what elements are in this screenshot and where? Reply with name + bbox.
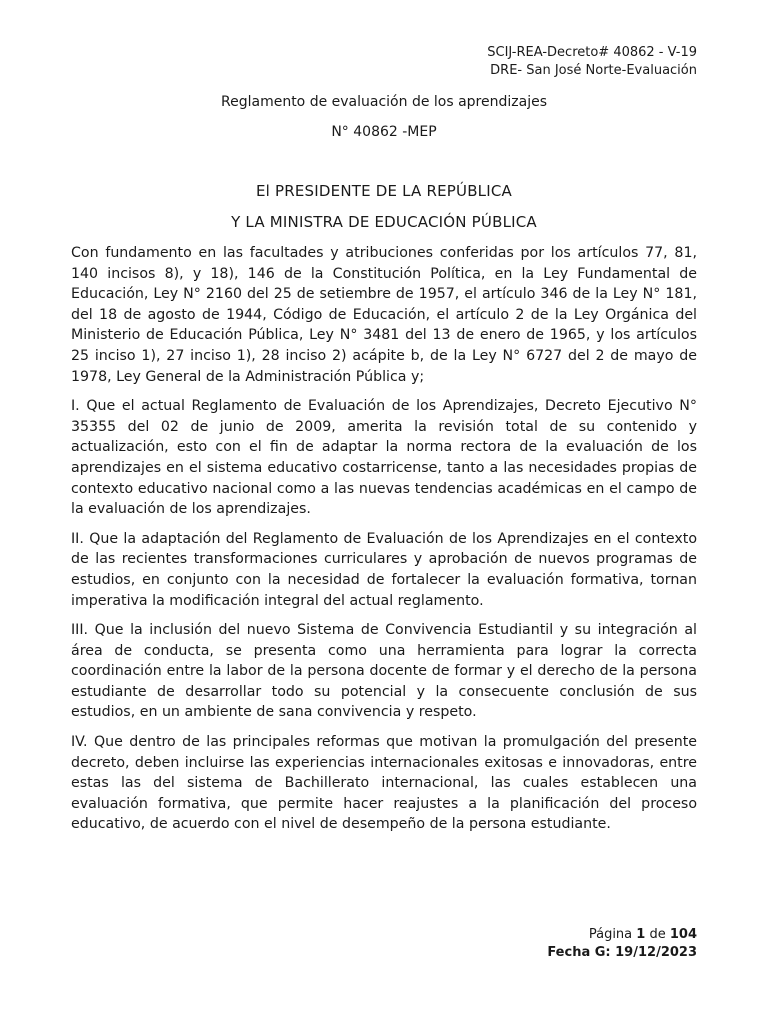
page-of: de (649, 927, 666, 942)
page-footer (547, 926, 697, 962)
decree-number: N° 40862 -MEP (331, 124, 437, 140)
regulation-title: Reglamento de evaluación de los aprendizajes (221, 94, 547, 110)
document-date: Fecha G: 19/12/2023 (547, 945, 697, 960)
paragraph-considerando-4: IV. Que dentro de las principales reformas que motivan la promulgación del presente decreto, deben incluirse las experiencias internacionales exitosas e innovadoras, entre estas las del sistema de Bachillerato internacional, las cuales establecen una evaluación formativa, que permite hacer reajustes a la planificación del proceso educativo, de acuerdo con el nivel de desempeño de la persona estudiante. (71, 734, 697, 833)
paragraph-considerando-2: II. Que la adaptación del Reglamento de Evaluación de los Aprendizajes en el contexto de las recientes transformaciones curriculares y aprobación de nuevos programas de estudios, en conjunto con la necesidad de fortalecer la evaluación formativa, tornan imperativa la modificación integral del actual reglamento. (71, 530, 697, 609)
paragraph-preamble: Con fundamento en las facultades y atribuciones conferidas por los artículos 77, 81, 140 incisos 8), y 18), 146 de la Constitución Política, en la Ley Fundamental de Educación, Ley N° 2160 del 25 de setiembre de 1957, el artículo 346 de la Ley N° 181, del 18 de agosto de 1944, Código de Educación, el artículo 2 de la Ley Orgánica del Ministerio de Educación Pública, Ley N° 3481 del 13 de enero de 1965, y los artículos 25 inciso 1), 27 inciso 1), 28 inciso 2) acápite b, de la Ley N° 6727 del 2 de mayo de 1978, Ley General de la Administración Pública y; (71, 245, 697, 385)
issuer-line-1: El PRESIDENTE DE LA REPÚBLICA (255, 182, 513, 200)
document-reference-header (487, 44, 697, 80)
page-total: 104 (669, 927, 697, 942)
page-prefix: Página (588, 927, 633, 942)
paragraph-considerando-1: I. Que el actual Reglamento de Evaluación de los Aprendizajes, Decreto Ejecutivo N° 35355 del 02 de junio de 2009, amerita la revisión total de su contenido y actualización, esto con el fin de adaptar la norma rectora de la evaluación de los aprendizajes en el sistema educativo costarricense, tanto a las necesidades propias de contexto educativo nacional como a las nuevas tendencias académicas en el campo de la evaluación de los aprendizajes. (71, 398, 697, 518)
page-current: 1 (636, 927, 646, 942)
reference-line-1: SCIJ-REA-Decreto# 40862 - V-19 (487, 45, 697, 60)
document-body (71, 243, 697, 844)
page-number (547, 926, 697, 944)
issuer-line-2: Y LA MINISTRA DE EDUCACIÓN PÚBLICA (231, 213, 537, 231)
reference-line-2: DRE- San José Norte-Evaluación (490, 63, 697, 78)
paragraph-considerando-3: III. Que la inclusión del nuevo Sistema de Convivencia Estudiantil y su integración al área de conducta, se presenta como una herramienta para lograr la correcta coordinación entre la labor de la persona docente de formar y el derecho de la persona estudiante de desarrollar todo su potencial y la consecuente conclusión de sus estudios, en un ambiente de sana convivencia y respeto. (71, 622, 697, 721)
